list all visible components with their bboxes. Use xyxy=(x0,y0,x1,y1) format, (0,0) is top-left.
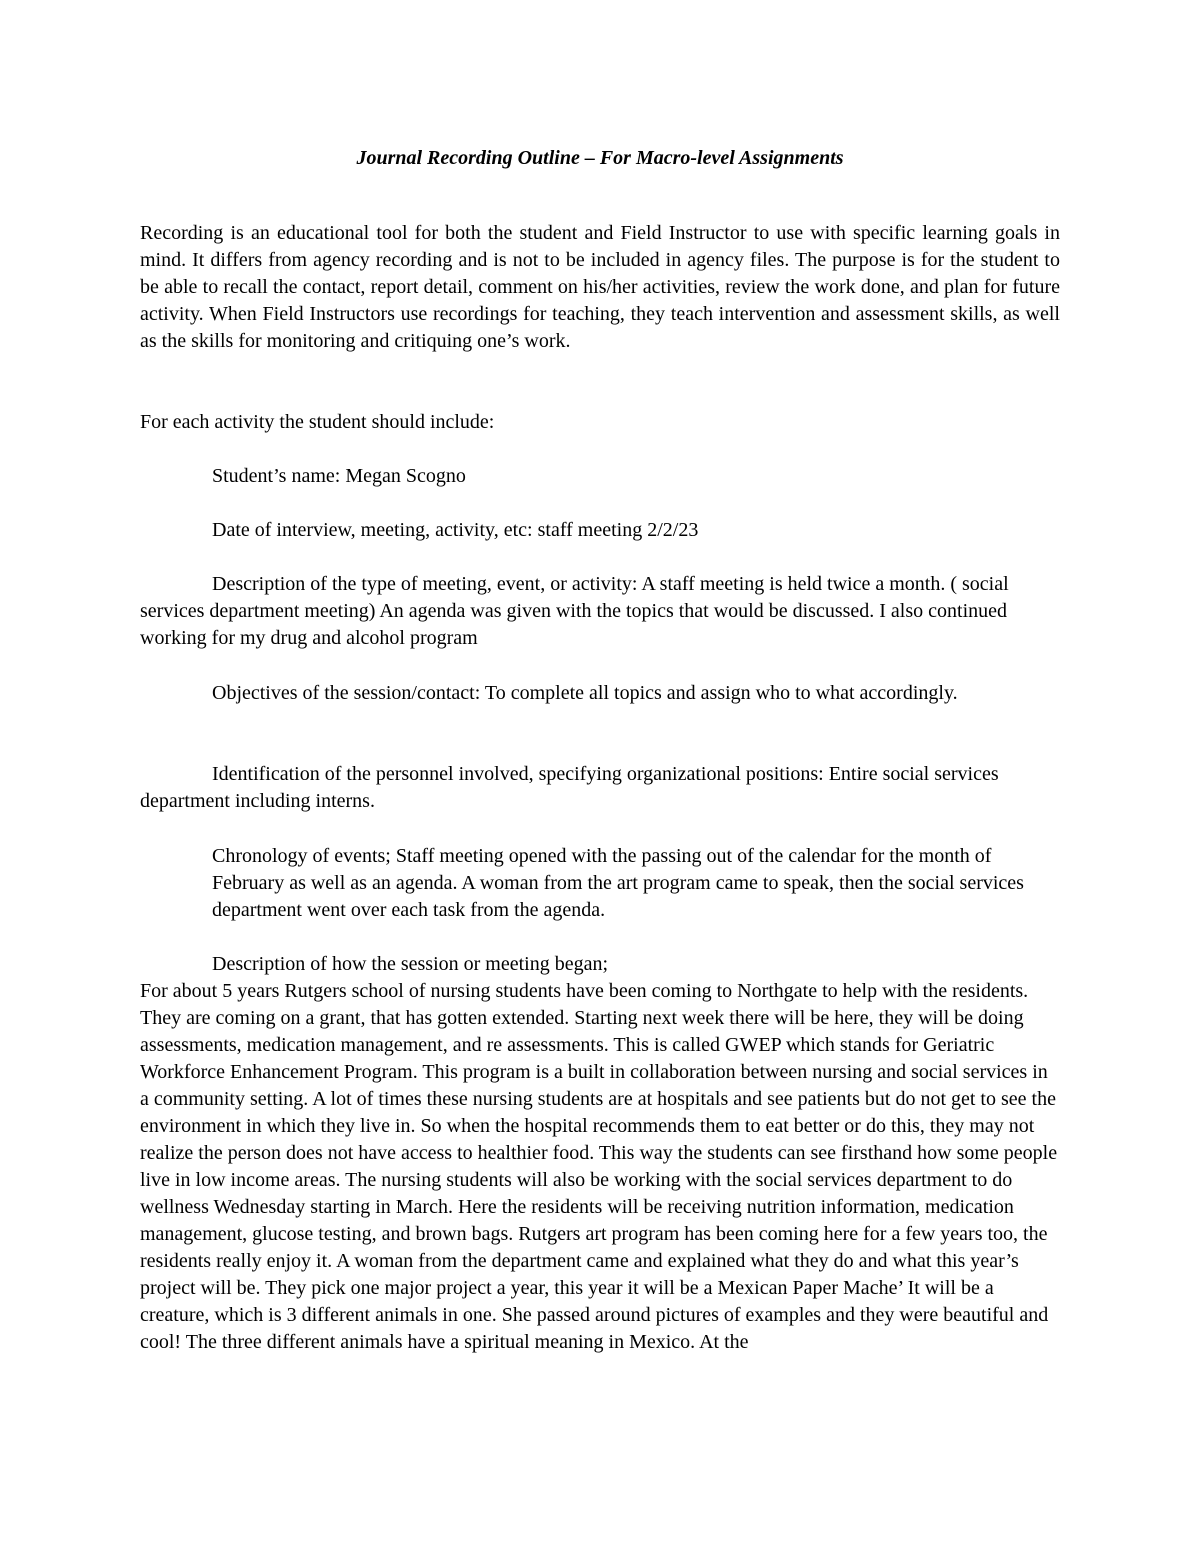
date-field: Date of interview, meeting, activity, etc: staff meeting 2/2/23 xyxy=(212,519,699,541)
began-label: Description of how the session or meeting began; xyxy=(212,953,609,975)
for-each-heading: For each activity the student should include: xyxy=(140,411,495,433)
document-title: Journal Recording Outline – For Macro-level Assignments xyxy=(356,147,844,169)
student-name-field: Student’s name: Megan Scogno xyxy=(212,465,466,487)
narrative-paragraph: For about 5 years Rutgers school of nursing students have been coming to Northgate to help with the residents. They are coming on a grant, that has gotten extended. Starting next week there will be here, they will be doing assessments, medication management, and re assessments. This is called GWEP which stands for Geriatric Workforce Enhancement Program. This program is a built in collaboration between nursing and social services in a community setting. A lot of times these nursing students are at hospitals and see patients but do not get to see the environment in which they live in. So when the hospital recommends them to eat better or do this, they may not realize the person does not have access to healthier food. This way the students can see firsthand how some people live in low income areas. The nursing students will also be working with the social services department to do wellness Wednesday starting in March. Here the residents will be receiving nutrition information, medication management, glucose testing, and brown bags. Rutgers art program has been coming here for a few years too, the residents really enjoy it. A woman from the department came and explained what they do and what this year’s project will be. They pick one major project a year, this year it will be a Mexican Paper Mache’ It will be a creature, which is 3 different animals in one. She passed around pictures of examples and they were beautiful and cool! The three different animals have a spiritual meaning in Mexico. At the xyxy=(140,980,1058,1353)
objectives-field: Objectives of the session/contact: To complete all topics and assign who to what accordingly. xyxy=(212,682,958,704)
description-field: Description of the type of meeting, event, or activity: A staff meeting is held twice a month. ( social services department meeting) An agenda was given with the topics that would be discussed. I also continued working for my drug and alcohol program xyxy=(140,573,1009,649)
intro-paragraph: Recording is an educational tool for both the student and Field Instructor to use with specific learning goals in mind. It differs from agency recording and is not to be included in agency files. The purpose is for the student to be able to recall the contact, report detail, comment on his/her activities, review the work done, and plan for future activity. When Field Instructors use recordings for teaching, they teach intervention and assessment skills, as well as the skills for monitoring and critiquing one’s work. xyxy=(140,222,1060,352)
chronology-field: Chronology of events; Staff meeting opened with the passing out of the calendar for the month of February as well as an agenda. A woman from the art program came to speak, then the social services department went over each task from the agenda. xyxy=(212,845,1024,921)
personnel-field: Identification of the personnel involved, specifying organizational positions: Entire social services department including interns. xyxy=(140,763,999,812)
